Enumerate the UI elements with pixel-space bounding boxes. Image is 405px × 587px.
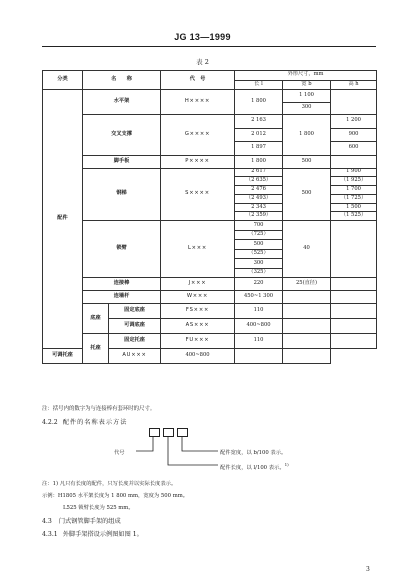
row-name: 可调托座 bbox=[43, 349, 83, 364]
section-number: 4.2.2 bbox=[42, 419, 58, 426]
code-leader bbox=[136, 437, 153, 451]
section-title: 外脚手架搭设示例图如图 1。 bbox=[62, 531, 143, 538]
code-label: 代号 bbox=[114, 450, 125, 456]
row-width: 500 bbox=[283, 155, 331, 168]
running-header: JG 13—1999 bbox=[174, 32, 231, 42]
row-width: 300 bbox=[283, 102, 331, 115]
row-height-alt: （1 725） bbox=[331, 194, 377, 203]
row-name: 连接棒 bbox=[83, 278, 161, 291]
row-name: 水平架 bbox=[83, 90, 161, 115]
row-width: 500 bbox=[283, 168, 331, 221]
row-name: 连墙杆 bbox=[83, 291, 161, 304]
row-length: 110 bbox=[235, 304, 283, 319]
row-length: 2 163 bbox=[235, 115, 283, 129]
example-1: 示例：H1805 水平架长度为 1 800 mm，宽度为 500 mm。 bbox=[42, 493, 189, 499]
header-height: 高 h bbox=[331, 80, 377, 90]
table-note: 注：括号内的数字为与连接棒有套环时的尺寸。 bbox=[42, 406, 156, 412]
row-length: 700 bbox=[235, 221, 283, 231]
section-title: 配件的名称表示方法 bbox=[62, 419, 128, 426]
width-leader bbox=[182, 437, 218, 451]
row-length: 450~1 300 bbox=[235, 291, 283, 304]
section-number: 4.3.1 bbox=[42, 531, 58, 538]
row-height: 1 700 bbox=[331, 186, 377, 195]
row-height-alt: （1 525） bbox=[331, 212, 377, 221]
row-height: 1 500 bbox=[331, 203, 377, 212]
length-label: 配件长度，以 l/100 表示。$^{1)}$ bbox=[220, 462, 289, 471]
header-category: 分类 bbox=[43, 71, 83, 90]
row-code: P×××× bbox=[161, 155, 235, 168]
width-label: 配件宽度，以 b/100 表示。 bbox=[220, 450, 287, 456]
row-height-alt: （1 925） bbox=[331, 177, 377, 186]
row-code: G×××× bbox=[161, 115, 235, 156]
row-length: 220 bbox=[235, 278, 283, 291]
row-length: 1 897 bbox=[235, 142, 283, 156]
row-length: 500 bbox=[235, 240, 283, 250]
row-name: 交叉支撑 bbox=[83, 115, 161, 156]
header-length: 长 l bbox=[235, 80, 283, 90]
row-length-alt: （725） bbox=[235, 230, 283, 240]
row-length-alt: （2 359） bbox=[235, 212, 283, 221]
row-code: AS××× bbox=[161, 319, 235, 334]
row-code: FS××× bbox=[161, 304, 235, 319]
footnote: 注：1) 凡只有长度的配件，只写长度并以实际长度表示。 bbox=[42, 481, 177, 487]
row-name: 锁臂 bbox=[83, 221, 161, 278]
section-title: 门式钢管脚手架的组成 bbox=[58, 518, 121, 525]
header-code: 代 号 bbox=[161, 71, 235, 90]
row-length: 2 617 bbox=[235, 168, 283, 177]
section-4-3-1 bbox=[42, 529, 143, 538]
row-length: 1 800 bbox=[235, 90, 283, 115]
row-length-alt: （325） bbox=[235, 268, 283, 278]
row-length: 110 bbox=[235, 334, 283, 349]
row-name: 可调底座 bbox=[109, 319, 161, 334]
row-height: 1 200 bbox=[331, 115, 377, 129]
row-width: 25(直径) bbox=[283, 278, 331, 291]
row-code: FU××× bbox=[161, 334, 235, 349]
header-width: 宽 b bbox=[283, 80, 331, 90]
section-4-3 bbox=[42, 516, 121, 525]
row-length: 300 bbox=[235, 259, 283, 269]
table-caption: 表 2 bbox=[196, 58, 209, 66]
row-code: J××× bbox=[161, 278, 235, 291]
row-name: 固定底座 bbox=[109, 304, 161, 319]
row-height: 1 900 bbox=[331, 168, 377, 177]
page-number: 3 bbox=[366, 566, 370, 573]
row-length: 400~800 bbox=[235, 319, 283, 334]
row-length: 1 800 bbox=[235, 155, 283, 168]
header-name: 名 称 bbox=[83, 71, 161, 90]
row-length-alt: （2 493） bbox=[235, 194, 283, 203]
row-width: 1 800 bbox=[283, 115, 331, 156]
row-length-alt: （525） bbox=[235, 249, 283, 259]
category-cell: 配件 bbox=[43, 90, 83, 349]
row-length: 400~800 bbox=[161, 349, 235, 364]
row-length: 2 012 bbox=[235, 128, 283, 142]
row-name: 固定托座 bbox=[109, 334, 161, 349]
row-length: 2 476 bbox=[235, 186, 283, 195]
row-height: 900 bbox=[331, 128, 377, 142]
row-code: S×××× bbox=[161, 168, 235, 221]
row-code: AU××× bbox=[109, 349, 161, 364]
group-base: 底座 bbox=[83, 304, 109, 334]
row-length: 2 343 bbox=[235, 203, 283, 212]
row-code: H×××× bbox=[161, 90, 235, 115]
row-width: 1 100 bbox=[283, 90, 331, 103]
header-dimensions: 外形尺寸，mm bbox=[235, 71, 377, 81]
row-code: L××× bbox=[161, 221, 235, 278]
example-2: L525 锁臂长度为 525 mm。 bbox=[63, 505, 134, 511]
row-width: 40 bbox=[283, 221, 331, 278]
row-length-alt: （2 635） bbox=[235, 177, 283, 186]
section-number: 4.3 bbox=[42, 518, 52, 525]
row-code: W××× bbox=[161, 291, 235, 304]
row-height: 600 bbox=[331, 142, 377, 156]
group-support: 托座 bbox=[83, 334, 109, 364]
row-name: 脚手板 bbox=[83, 155, 161, 168]
row-name: 钢梯 bbox=[83, 168, 161, 221]
